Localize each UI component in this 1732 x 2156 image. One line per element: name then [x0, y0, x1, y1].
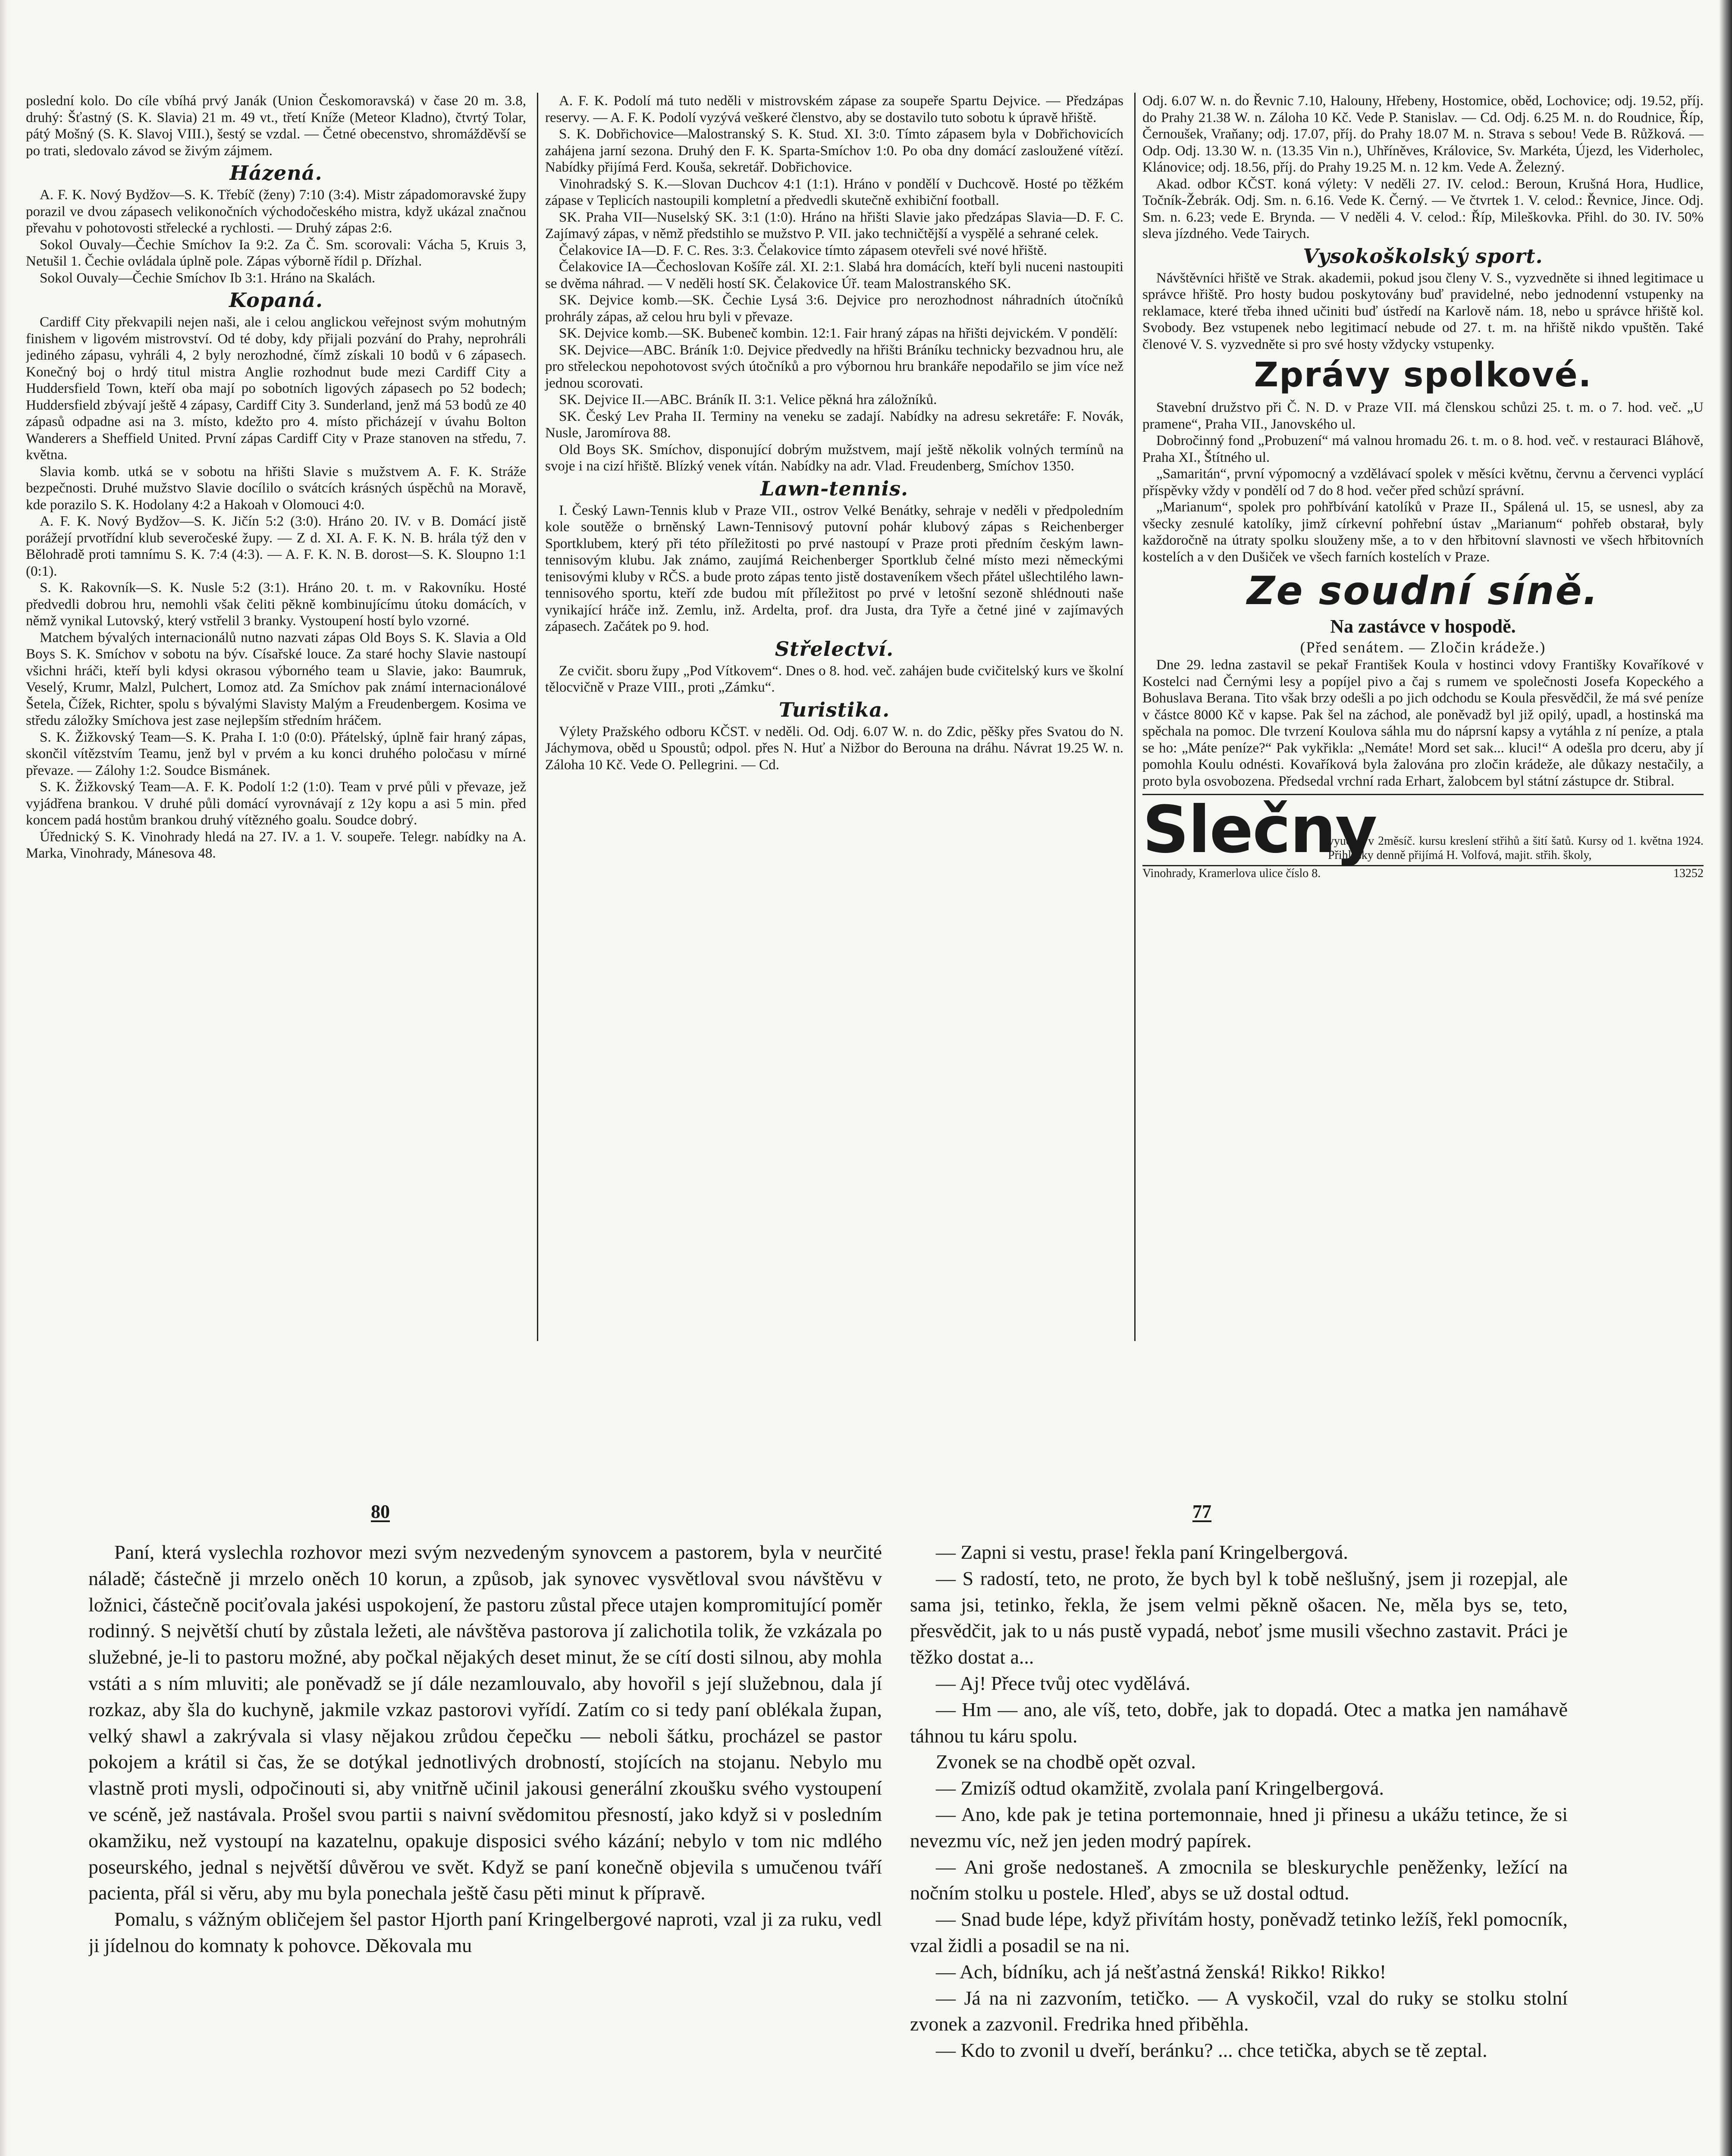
- section-heading-lawn-tennis: Lawn-tennis.: [760, 476, 909, 500]
- turistika-item: Odj. 6.07 W. n. do Řevnic 7.10, Halouny, Hřebeny, Hostomice, oběd, Lochovice; odj. 19.52, příj. do Prahy 21.38 W. n. Záloha 10 Kč. Vede P. Stanislav. — Cd. Odj. 6.25 M. n. do Roudnice, Říp, Černoušek, Vraňany; odj. 17.07, příj. do Prahy 18.07 M. n. Strava s sebou! Vede B. Růžková. — Odp. Odj. 13.30 W. n. (13.35 Vin n.), Uhříněves, Královice, Sv. Markéta, Újezd, les Viderholec, Klánovice; odj. 18.56, příj. do Prahy 19.25 M. n. 12 km. Vede A. Železný.: [1142, 93, 1704, 175]
- court-subheading: Na zastávce v hospodě.: [1330, 616, 1516, 637]
- book-paragraph: Paní, která vyslechla rozhovor mezi svým nezvedeným synovcem a pastorem, byla v neurčité náladě; částečně ji mrzelo oněch 10 korun, a způsob, jak synovec vysvětloval svou návštěvu v ložnici, částečně pociťovala jakési uspokojení, že pastoru zůstal přece utajen kompromitující poměr rodinný. S největší chutí by zůstala ležeti, ale návštěva pastorova jí zalichotila tolik, že vzkázala po služebné, je-li to pastoru možné, aby počkal nějakých deset minut, že se cítí dosti silnou, aby mohla vstáti a s ním mluviti; ale poněvadž se jí dále nezamlouvalo, aby hovořil s její služebnou, dala jí rozkaz, aby šla do kuchyně, jakmile vzkaz pastorovi vyřídí. Zatím co si tedy paní oblékala župan, velký shawl a zakrývala si vlasy nějakou zrůdou čepečku — neboli šátku, procházel se pastor pokojem a krátil si čas, že se dotýkal jednotlivých drobností, stojících na stojanu. Nebylo mu vlastně proti mysli, odpočinouti si, aby vnitřně učinil jakousi generální zkoušku svého vystoupení ve scéně, jež nastávala. Prošel svou partii s naivní svědomitou přesností, jako když si v posledním okamžiku, než vystoupí na kazatelnu, opakuje disposici svého kázání; nebylo v tom nic mdlého poseurského, jednal s největší důvěrou ve svět. Když se paní konečně objevila s umučenou tváří pacienta, přál si věru, aby mu byla ponechala ještě času pěti minut k přípravě.: [88, 1541, 882, 1904]
- kopana-item: SK. Dejvice komb.—SK. Čechie Lysá 3:6. Dejvice pro nerozhodnost náhradních útočníků prohrály zápas, až celou hru byli v převaze.: [545, 292, 1123, 325]
- book-paragraph: — Já na ni zazvoním, tetičko. — A vyskočil, vzal do ruky se stolku stolní zvonek a zazvonil. Fredrika hned přiběhla.: [910, 1987, 1568, 2035]
- kopana-item: Slavia komb. utká se v sobotu na hřišti Slavie s mužstvem A. F. K. Stráže bezpečnosti. Druhé mužstvo Slavie docílilo o svátcích krásných úspěchů na Moravě, kde porazilo S. K. Hodolany 4:2 a Hakoah v Olomouci 4:0.: [26, 464, 526, 513]
- akad-odbor-item: Akad. odbor KČST. koná výlety: V neděli 27. IV. celod.: Beroun, Krušná Hora, Hudlice, Točník-Žebrák. Odj. Sm. n. 6.16. Vede K. Černý. — Ve čtvrtek 1. V. celod.: Řevnice, Jince. Odj. Sm. n. 6.23; vede E. Brynda. — V neděli 4. V. celod.: Říp, Mileškovka. Přihl. do 30. IV. 50% sleva jízdného. Vede Tairych.: [1142, 176, 1704, 241]
- kopana-item: SK. Dejvice—ABC. Bráník 1:0. Dejvice předvedly na hřišti Bráníku technicky bezvadnou hru, ale pro střeleckou nepohotovost svých útočníků a pro výbornou hru brankáře nepodařilo se jim více než jednou scorovati.: [545, 342, 1123, 391]
- book-paragraph: — Kdo to zvonil u dveří, beránku? ... chce tetička, abych se tě zeptal.: [936, 2039, 1487, 2062]
- kopana-item: Matchem bývalých internacionálů nutno nazvati zápas Old Boys S. K. Slavia a Old Boys S. K. Smíchov v sobotu na býv. Císařské louce. Za staré hochy Slavie nastoupí všichni hráči, kteří byli kdysi okrasou výborného team u Slavie, jako: Baumruk, Veselý, Krumr, Malzl, Pulchert, Lomoz atd. Za Smíchov pak známí internacionálové Šetela, Čížek, Richter, spolu s bývalými Slavisty Malým a Freudenbergem. Kosima ve středu záložky Smíchova jest zase nejlepším středním hráčem.: [26, 630, 526, 728]
- news-column-3: [1134, 93, 1704, 1341]
- hazena-item: A. F. K. Nový Bydžov—S. K. Třebíč (ženy) 7:10 (3:4). Mistr západomoravské župy porazil ve dvou zápasech velikonočních východočeského mistra, když ukázal značnou převahu v pohotovosti střelecké a rychlosti. — Druhý zápas 2:6.: [26, 187, 526, 236]
- kopana-item: A. F. K. Nový Bydžov—S. K. Jičín 5:2 (3:0). Hráno 20. IV. v B. Domácí jistě porážejí prvotřídní klub severočeské župy. — Z d. XI. A. F. K. N. B. hrála týž den v Bělohradě proti tamnímu S. K. 7:4 (4:3). — A. F. K. N. B. dorost—S. K. Sloupno 1:1 (0:1).: [26, 514, 526, 579]
- book-paragraph: — Ano, kde pak je tetina portemonnaie, hned ji přinesu a ukážu tetince, že si nevezmu víc, než jen jeden modrý papírek.: [910, 1803, 1568, 1852]
- kopana-item: A. F. K. Podolí má tuto neděli v mistrovském zápase za soupeře Spartu Dejvice. — Předzápas reservy. — A. F. K. Podolí vyzývá veškeré členstvo, aby se dostavilo tuto sobotu k úpravě hřiště.: [545, 93, 1123, 125]
- newspaper-clipping: [26, 93, 1708, 1341]
- section-heading-zpravy-spolkove: Zprávy spolkové.: [1254, 356, 1592, 395]
- book-paragraph: Pomalu, s vážným obličejem šel pastor Hjorth paní Kringelbergové naproti, vzal ji za ruku, vedl ji jídelnou do komnaty k pohovce. Děkovala mu: [88, 1908, 882, 1956]
- book-paragraph: — Hm — ano, ale víš, teto, dobře, jak to dopadá. Otec a matka jen namáhavě táhnou tu káru spolu.: [910, 1698, 1568, 1747]
- ad-title: Slečny: [1142, 793, 1377, 868]
- book-right-column: [910, 1539, 1568, 2156]
- book-left-column: [88, 1539, 882, 2156]
- section-heading-turistika: Turistika.: [778, 698, 890, 721]
- book-paragraph: — S radostí, teto, ne proto, že bych byl k tobě nešlušný, jsem ji rozepjal, ale sama jsi, tetinko, řekla, že jsem velmi pěkně ošacen. Ne, měla bys se, teto, přesvědčit, jak to u nás pustě vypadá, neboť jsme musili všechno zastavit. Práci je těžko dostat a...: [910, 1567, 1568, 1668]
- kopana-item: Old Boys SK. Smíchov, disponující dobrým mužstvem, mají ještě několik volných termínů na svoje i na cizí hřiště. Blízký venek vítán. Nabídky na adr. Vlad. Freudenberg, Smíchov 1350.: [545, 442, 1123, 474]
- left-page-number: 80: [371, 1501, 390, 1522]
- lawn-tennis-item: I. Český Lawn-Tennis klub v Praze VII., ostrov Velké Benátky, sehraje v neděli v předpoledním kole soutěže o brněnský Lawn-Tennisový putovní pohár klubový zápas s Reichenberger Sportklubem, který při této příležitosti po prvé nastoupí v Praze proti předním českým lawn-tennisovým klubu. Jak známo, zaujímá Reichenberger Sportklub čelné místo mezi německými tenisovými kluby v RČS. a bude proto zápas tento jistě dostaveníkem všech přátel ušlechtilého lawn-tennisového sportu, kteří zde budou mít příležitost po prvé v letošní sezoně shlédnouti naše vynikající hráče inž. Zemlu, inž. Ardelta, prof. dra Justa, dra Tyře a četné jiné v zajímavých zápasech. Začátek po 9. hod.: [545, 502, 1123, 634]
- ad-text: vyučují v 2měsíč. kursu kreslení střihů a šití šatů. Kursy od 1. května 1924. Přihlášky denně přijímá H. Volfová, majit. střih. školy,: [1328, 834, 1704, 862]
- court-report: Dne 29. ledna zastavil se pekař František Koula v hostinci vdovy Františky Kovaříkové v Kostelci nad Černými lesy a popíjel pivo a čaj s rumem ve společnosti Josefa Kopeckého a Bohuslava Berana. Tito však brzy odešli a po jich odchodu se Koula přesvědčil, že má své peníze v částce 8000 Kč v kapse. Pak šel na záchod, ale poněvadž byl již opilý, upadl, a hostinská ma spěchala na pomoc. Dle tvrzení Koulova sáhla mu do náprsní kapsy a vytáhla z ní peníze, a ptala se ho: „Máte peníze?“ Pak vykřikla: „Nemáte! Mord set sak... kluci!“ A odešla pro dceru, aby jí pomohla Koulu odnésti. Kovaříková byla žalována pro zločin krádeže, ale důkazy nestačily, a proto byla osvobozena. Předsedal vrchní rada Erhart, žalobcem byl státní zástupce dr. Stibral.: [1142, 657, 1704, 789]
- news-column-1: [26, 93, 526, 1341]
- book-paragraph: — Aj! Přece tvůj otec vydělává.: [936, 1672, 1191, 1694]
- book-paragraph: Zvonek se na chodbě opět ozval.: [936, 1751, 1196, 1773]
- kopana-item: Čelakovice IA—D. F. C. Res. 3:3. Čelakovice tímto zápasem otevřeli své nové hřiště.: [559, 242, 1047, 258]
- kopana-item: S. K. Žižkovský Team—A. F. K. Podolí 1:2 (1:0). Team v prvé půli v převaze, jež vyjádřena brankou. V druhé půli domácí vyrovnávají z 12y kopu a asi 5 min. před koncem padá hostům brankou druhý vítězného goalu. Soudce dobrý.: [26, 779, 526, 828]
- book-paragraph: — Zmizíš odtud okamžitě, zvolala paní Kringelbergová.: [936, 1777, 1384, 1799]
- spolek-item: „Samaritán“, první výpomocný a vzdělávací spolek v měsíci květnu, červnu a červenci vyplácí příspěvky vždy v pondělí od 7 do 8 hod. večer před schůzí správní.: [1142, 466, 1704, 498]
- section-heading-soudni-sin: Ze soudní síně.: [1247, 568, 1599, 614]
- news-column-2: [537, 93, 1123, 1341]
- book-paragraph: — Zapni si vestu, prase! řekla paní Kringelbergová.: [936, 1541, 1348, 1563]
- spolek-item: Dobročinný fond „Probuzení“ má valnou hromadu 26. t. m. o 8. hod. več. v restauraci Bláhově, Praha XI., Štítného ul.: [1142, 433, 1704, 465]
- right-page-number: 77: [1192, 1501, 1211, 1522]
- kopana-item: SK. Dejvice komb.—SK. Bubeneč kombin. 12:1. Fair hraný zápas na hřišti dejvickém. V pondělí:: [559, 326, 1118, 341]
- kopana-item: Úřednický S. K. Vinohrady hledá na 27. IV. a 1. V. soupeře. Telegr. nabídky na A. Marka, Vinohrady, Mánesova 48.: [26, 829, 526, 861]
- court-senate-note: (Před senátem. — Zločin krádeže.): [1300, 639, 1546, 656]
- section-heading-vysokoskolsky-sport: Vysokoškolský sport.: [1303, 244, 1543, 268]
- ad-footer: [1142, 866, 1704, 881]
- kopana-item: S. K. Rakovník—S. K. Nusle 5:2 (3:1). Hráno 20. t. m. v Rakovníku. Hosté předvedli dobrou hru, nemohli však čeliti pěkně kombinujícímu útoku domácích, v němž vynikal Lutovský, který vstřelil 3 branky. Vystoupení hostí bylo vzorné.: [26, 580, 526, 629]
- hazena-item: Sokol Ouvaly—Čechie Smíchov Ib 3:1. Hráno na Skalách.: [40, 270, 376, 286]
- spolek-item: „Marianum“, spolek pro pohřbívání katolíků v Praze II., Spálená ul. 15, se usnesl, aby za všecky zesnulé katolíky, jimž církevní pohřební ústav „Marianum“ pohřeb obstarał, byly každoročně na útraty spolku slouženy mše, a to v den hřbitovní slavnosti ve všech hřbitovních kostelích a v den Dušiček ve všech farních kostelích v Praze.: [1142, 499, 1704, 565]
- ad-code: 13252: [1673, 867, 1704, 880]
- book-paragraph: — Snad bude lépe, když přivítám hosty, poněvadž tetinko ležíš, řekl pomocník, vzal židli a posadil se na ni.: [910, 1908, 1568, 1956]
- strelectvi-item: Ze cvičit. sboru župy „Pod Vítkovem“. Dnes o 8. hod. več. zahájen bude cvičitelský kurs ve školní tělocvičně v Praze VIII., proti „Zámku“.: [545, 663, 1123, 695]
- section-heading-strelectvi: Střelectví.: [775, 637, 894, 661]
- kopana-item: SK. Dejvice II.—ABC. Bráník II. 3:1. Velice pěkná hra záložníků.: [559, 392, 937, 407]
- vysokoskolsky-item: Návštěvníci hřiště ve Strak. akademii, pokud jsou členy V. S., vyzvedněte si ihned legitimace u správce hřiště. Pro hosty budou poskytovány buď pravidelné, nebo jednodenní vstupenky na reklamace, které třeba ihned učiniti buď ústředí na Karlově nám. 18, nebo u správce hřiště kol. Svobody. Bez vstupenek nebo legitimací nebude od 27. t. m. na hřiště nikdo vpuštěn. Také členové V. S. vyzvedněte si pro své hosty vždycky vstupenky.: [1142, 270, 1704, 352]
- kopana-item: S. K. Dobřichovice—Malostranský S. K. Stud. XI. 3:0. Tímto zápasem byla v Dobřichovicích zahájena jarní sezona. Druhý den F. K. Sparta-Smíchov 1:0. Po oba dny domácí zasloužené vítězí. Nabídky přijímá Ferd. Kouša, sekretář. Dobřichovice.: [545, 126, 1123, 175]
- section-heading-kopana: Kopaná.: [229, 288, 323, 312]
- kopana-item: Čelakovice IA—Čechoslovan Košíře zál. XI. 2:1. Slabá hra domácích, kteří byli nuceni nastoupiti se dvěma náhrad. — V neděli hostí SK. Čelakovice Úř. team Malostranského SK.: [545, 259, 1123, 291]
- kopana-item: Vinohradský S. K.—Slovan Duchcov 4:1 (1:1). Hráno v pondělí v Duchcově. Hosté po těžkém zápase v Teplicích nastoupili kompletní a předvedli skutečně exhibiční football.: [545, 176, 1123, 208]
- book-paragraph: — Ani groše nedostaneš. A zmocnila se bleskurychle peněženky, ležící na nočním stolku u postele. Hleď, abys se už dostal odtud.: [910, 1855, 1568, 1904]
- book-paragraph: — Ach, bídníku, ach já nešťastná ženská! Rikko! Rikko!: [936, 1960, 1387, 1983]
- kopana-item: Cardiff City překvapili nejen naši, ale i celou anglickou veřejnost svým mohutným finishem v ligovém mistrovství. Od té doby, kdy přijali pozvání do Prahy, neprohráli jediného zápasu, vyhráli 4, 2 byly nerozhodné, čímž získali 10 bodů v 6 zápasech. Konečný boj o hrdý titul mistra Anglie rozhodnut bude mezi Cardiff City a Huddersfield Town, kteří oba mají po sobotních ligových zápasech po 52 bodech; Huddersfield zbývají ještě 4 zápasy, Cardiff City 3. Sunderland, jenž má 53 bodů ze 40 zápasů odpadne asi na 3. místo, kdežto pro 4. místo přicházejí v úvahu Bolton Wanderers a Sheffield United. První zápas Cardiff City v Praze stanoven na středu, 7. května.: [26, 314, 526, 463]
- kopana-item: SK. Český Lev Praha II. Terminy na veneku se zadají. Nabídky na adresu sekretáře: F. Novák, Nusle, Jaromírova 88.: [545, 408, 1123, 441]
- scan-edge-right: [1719, 0, 1732, 2156]
- advertisement: [1142, 794, 1704, 866]
- ad-address: Vinohrady, Kramerlova ulice číslo 8.: [1142, 867, 1321, 880]
- athletics-result: poslední kolo. Do cíle vbíhá prvý Janák (Union Českomoravská) v čase 20 m. 3.8, druhý: Šťastný (S. K. Slavia) 21 m. 49 vt., třetí Kníže (Meteor Kladno), čtvrtý Tolar, pátý Mošný (S. K. Slavoj VIII.), šestý se vzdal. — Četné obecenstvo, shromážděvší se po trati, sledovalo závod se živým zájmem.: [26, 93, 526, 159]
- kopana-item: SK. Praha VII—Nuselský SK. 3:1 (1:0). Hráno na hřišti Slavie jako předzápas Slavia—D. F. C. Zajímavý zápas, v němž předstihlo se mužstvo P. VII. jako techničtější a vyspělé a sehrané celek.: [545, 209, 1123, 241]
- hazena-item: Sokol Ouvaly—Čechie Smíchov Ia 9:2. Za Č. Sm. scorovali: Vácha 5, Kruis 3, Netušil 1. Čechie ovládala úplně pole. Zápas výborně řídil p. Dřízhal.: [26, 237, 526, 269]
- section-heading-hazena: Házená.: [229, 161, 323, 185]
- kopana-item: S. K. Žižkovský Team—S. K. Praha I. 1:0 (0:0). Přátelský, úplně fair hraný zápas, skončil vítězstvím Teamu, jenž byl v prvém a ku konci druhého poločasu v mírné převaze. — Zálohy 1:2. Soudce Bismánek.: [26, 729, 526, 778]
- turistika-item: Výlety Pražského odboru KČST. v neděli. Od. Odj. 6.07 W. n. do Zdic, pěšky přes Svatou do N. Jáchymova, oběd u Spoustů; odpol. přes N. Huť a Nižbor do Berouna na dráhu. Návrat 19.25 W. n. Záloha 10 Kč. Vede O. Pellegrini. — Cd.: [545, 724, 1123, 773]
- scan-edge-left: [0, 0, 8, 2156]
- spolek-item: Stavební družstvo při Č. N. D. v Praze VII. má členskou schůzi 25. t. m. o 7. hod. več. „U pramene“, Praha VII., Janovského ul.: [1142, 400, 1704, 432]
